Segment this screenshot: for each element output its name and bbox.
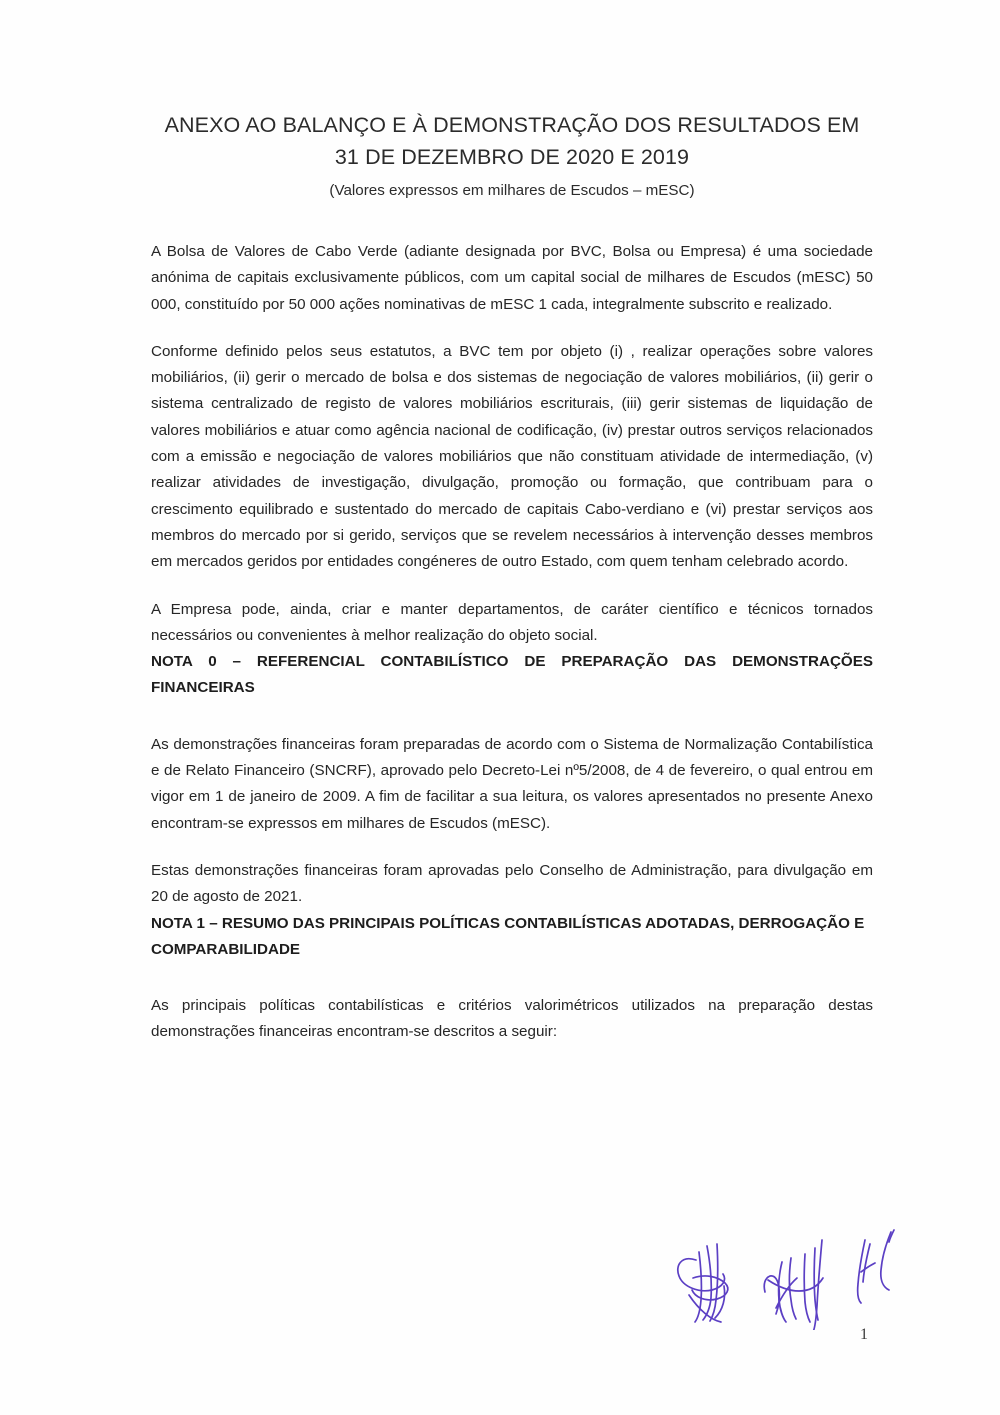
page-title bbox=[151, 110, 873, 173]
signature-block bbox=[655, 1200, 945, 1330]
heading-nota-0-line-1: NOTA 0 – REFERENCIAL CONTABILÍSTICO DE PREPARAÇÃO DAS DEMONSTRAÇÕES bbox=[151, 653, 873, 671]
paragraph-accounting-framework: As demonstrações financeiras foram preparadas de acordo com o Sistema de Normalização Contabilística e de Relato Financeiro (SNCRF), aprovado pelo Decreto-Lei nº5/2008, de 4 de fevereiro, o qual entrou em vigor em 1 de janeiro de 2009. A fim de facilitar a sua leitura, os valores apresentados no presente Anexo encontram-se expressos em milhares de Escudos (mESC). bbox=[151, 735, 873, 832]
heading-nota-1-line-1: NOTA 1 – RESUMO DAS PRINCIPAIS POLÍTICAS CONTABILÍSTICAS ADOTADAS, DERROGAÇÃO E bbox=[151, 914, 865, 932]
page-title-line-2: 31 DE DEZEMBRO DE 2020 E 2019 bbox=[334, 144, 690, 169]
signature-strokes bbox=[655, 1200, 945, 1330]
heading-nota-0 bbox=[151, 649, 873, 702]
page-number: 1 bbox=[860, 1326, 868, 1343]
document-content bbox=[151, 110, 873, 1046]
paragraph-departments: A Empresa pode, ainda, criar e manter departamentos, de caráter científico e técnicos tornados necessários ou convenientes à melhor realização do objeto social. bbox=[151, 600, 873, 644]
heading-nota-1-line-2: COMPARABILIDADE bbox=[151, 940, 301, 958]
paragraph-policies-intro: As principais políticas contabilísticas e critérios valorimétricos utilizados na preparação destas demonstrações financeiras encontram-se descritos a seguir: bbox=[151, 997, 873, 1041]
signature-one bbox=[678, 1244, 728, 1322]
page-title-line-1: ANEXO AO BALANÇO E À DEMONSTRAÇÃO DOS RESULTADOS EM bbox=[164, 113, 860, 137]
signature-three bbox=[858, 1230, 894, 1303]
heading-nota-1 bbox=[151, 911, 873, 964]
heading-nota-0-line-2: FINANCEIRAS bbox=[151, 679, 255, 697]
paragraph-company-description: A Bolsa de Valores de Cabo Verde (adiante designada por BVC, Bolsa ou Empresa) é uma sociedade anónima de capitais exclusivamente públicos, com um capital social de milhares de Escudos (mESC) 50 000, constituído por 50 000 ações nominativas de mESC 1 cada, integralmente subscrito e realizado. bbox=[151, 242, 873, 313]
signature-two bbox=[764, 1240, 823, 1330]
page-subtitle: (Valores expressos em milhares de Escudos – mESC) bbox=[329, 182, 695, 200]
paragraph-approval: Estas demonstrações financeiras foram aprovadas pelo Conselho de Administração, para divulgação em 20 de agosto de 2021. bbox=[151, 861, 873, 906]
paragraph-company-object: Conforme definido pelos seus estatutos, a BVC tem por objeto (i) , realizar operações sobre valores mobiliários, (ii) gerir o mercado de bolsa e dos sistemas de negociação de valores mobiliários, (ii) gerir o sistema centralizado de registo de valores mobiliários escriturais, (iii) gerir sistemas de liquidação de valores mobiliários e atuar como agência nacional de codificação, (iv) prestar outros serviços relacionados com a emissão e negociação de valores mobiliários que não constituam atividade de intermediação, (v) realizar atividades de investigação, divulgação, promoção ou formação, que contribuam para o crescimento equilibrado e sustentado do mercado de capitais Cabo-verdiano e (vi) prestar serviços aos membros do mercado por si gerido, serviços que se revelem necessários à intervenção desses membros em mercados geridos por entidades congéneres de outro Estado, com quem tenham celebrado acordo. bbox=[151, 342, 873, 571]
